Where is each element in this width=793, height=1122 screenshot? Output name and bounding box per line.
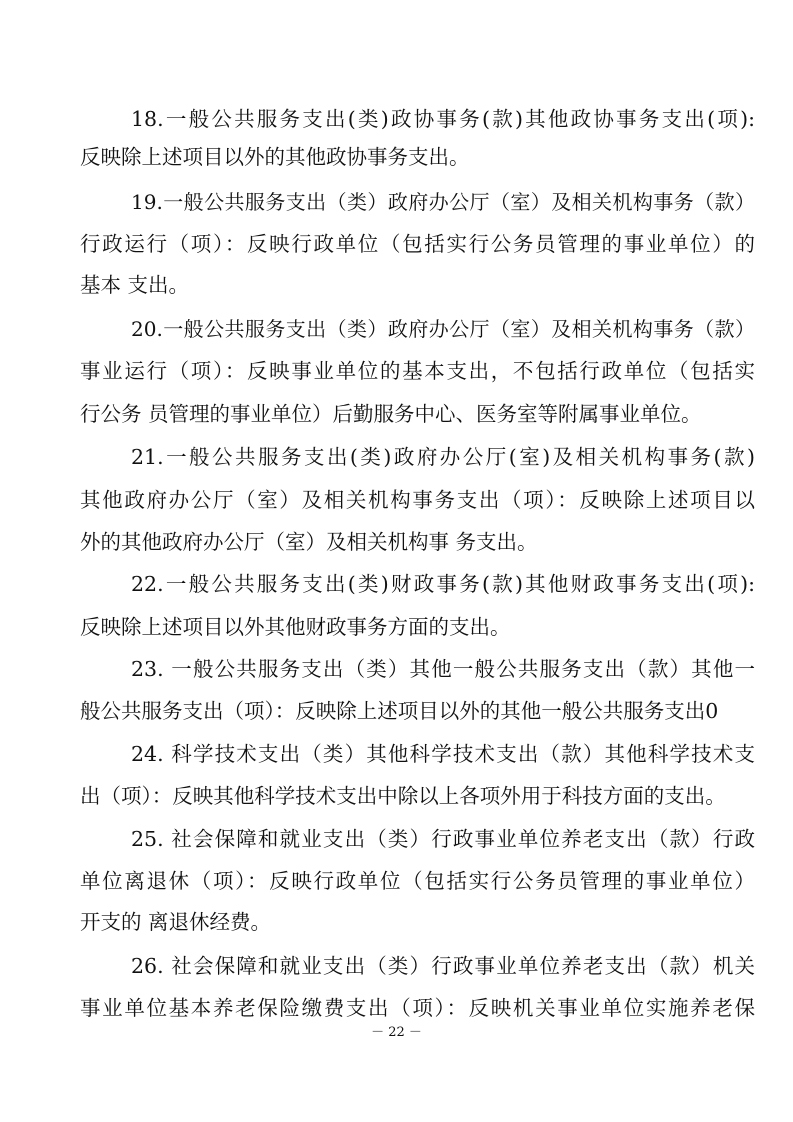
paragraph-18-line-2: 反映除上述项目以外的其他政协事务支出。 xyxy=(80,145,470,169)
paragraph-20-line-3: 行公务 员管理的事业单位）后勤服务中心、医务室等附属事业单位。 xyxy=(80,402,702,426)
paragraph-19-line-2: 行政运行（项）：反映行政单位（包括实行公务员管理的事业单位）的 xyxy=(80,232,755,256)
paragraph-23-line-2: 般公共服务支出（项）：反映除上述项目以外的其他一般公共服务支出0 xyxy=(80,699,719,723)
paragraph-19-line-1: 19.一般公共服务支出（类）政府办公厅（室）及相关机构事务（款） xyxy=(131,190,755,214)
paragraph-26-line-1: 26. 社会保障和就业支出（类）行政事业单位养老支出（款）机关 xyxy=(131,954,755,978)
paragraph-20-line-1: 20.一般公共服务支出（类）政府办公厅（室）及相关机构事务（款） xyxy=(131,317,755,341)
paragraph-24-line-1: 24. 科学技术支出（类）其他科学技术支出（款）其他科学技术支 xyxy=(131,742,755,766)
paragraph-26-line-2: 事业单位基本养老保险缴费支出（项）：反映机关事业单位实施养老保 xyxy=(80,996,755,1020)
paragraph-22-line-2: 反映除上述项目以外其他财政事务方面的支出。 xyxy=(80,615,511,639)
paragraph-25-line-1: 25. 社会保障和就业支出（类）行政事业单位养老支出（款）行政 xyxy=(131,827,755,851)
paragraph-22-line-1: 22.一般公共服务支出(类)财政事务(款)其他财政事务支出(项): xyxy=(131,572,755,596)
paragraph-21-line-2: 其他政府办公厅（室）及相关机构事务支出（项）：反映除上述项目以 xyxy=(80,488,755,512)
paragraph-21-line-3: 外的其他政府办公厅（室）及相关机构事 务支出。 xyxy=(80,530,538,554)
paragraph-20-line-2: 事业运行（项）：反映事业单位的基本支出，不包括行政单位（包括实 xyxy=(80,359,755,383)
paragraph-19-line-3: 基本 支出。 xyxy=(80,273,190,297)
paragraph-25-line-2: 单位离退休（项）：反映行政单位（包括实行公务员管理的事业单位） xyxy=(80,869,755,893)
paragraph-23-line-1: 23. 一般公共服务支出（类）其他一般公共服务支出（款）其他一 xyxy=(131,657,755,681)
paragraph-18-line-1: 18.一般公共服务支出(类)政协事务(款)其他政协事务支出(项): xyxy=(131,107,755,131)
paragraph-25-line-3: 开支的 离退休经费。 xyxy=(80,910,272,934)
paragraph-24-line-2: 出（项）：反映其他科学技术支出中除以上各项外用于科技方面的支出。 xyxy=(80,784,726,808)
paragraph-21-line-1: 21.一般公共服务支出(类)政府办公厅(室)及相关机构事务(款) xyxy=(131,445,755,469)
page-number: － 22 － xyxy=(371,1025,422,1040)
